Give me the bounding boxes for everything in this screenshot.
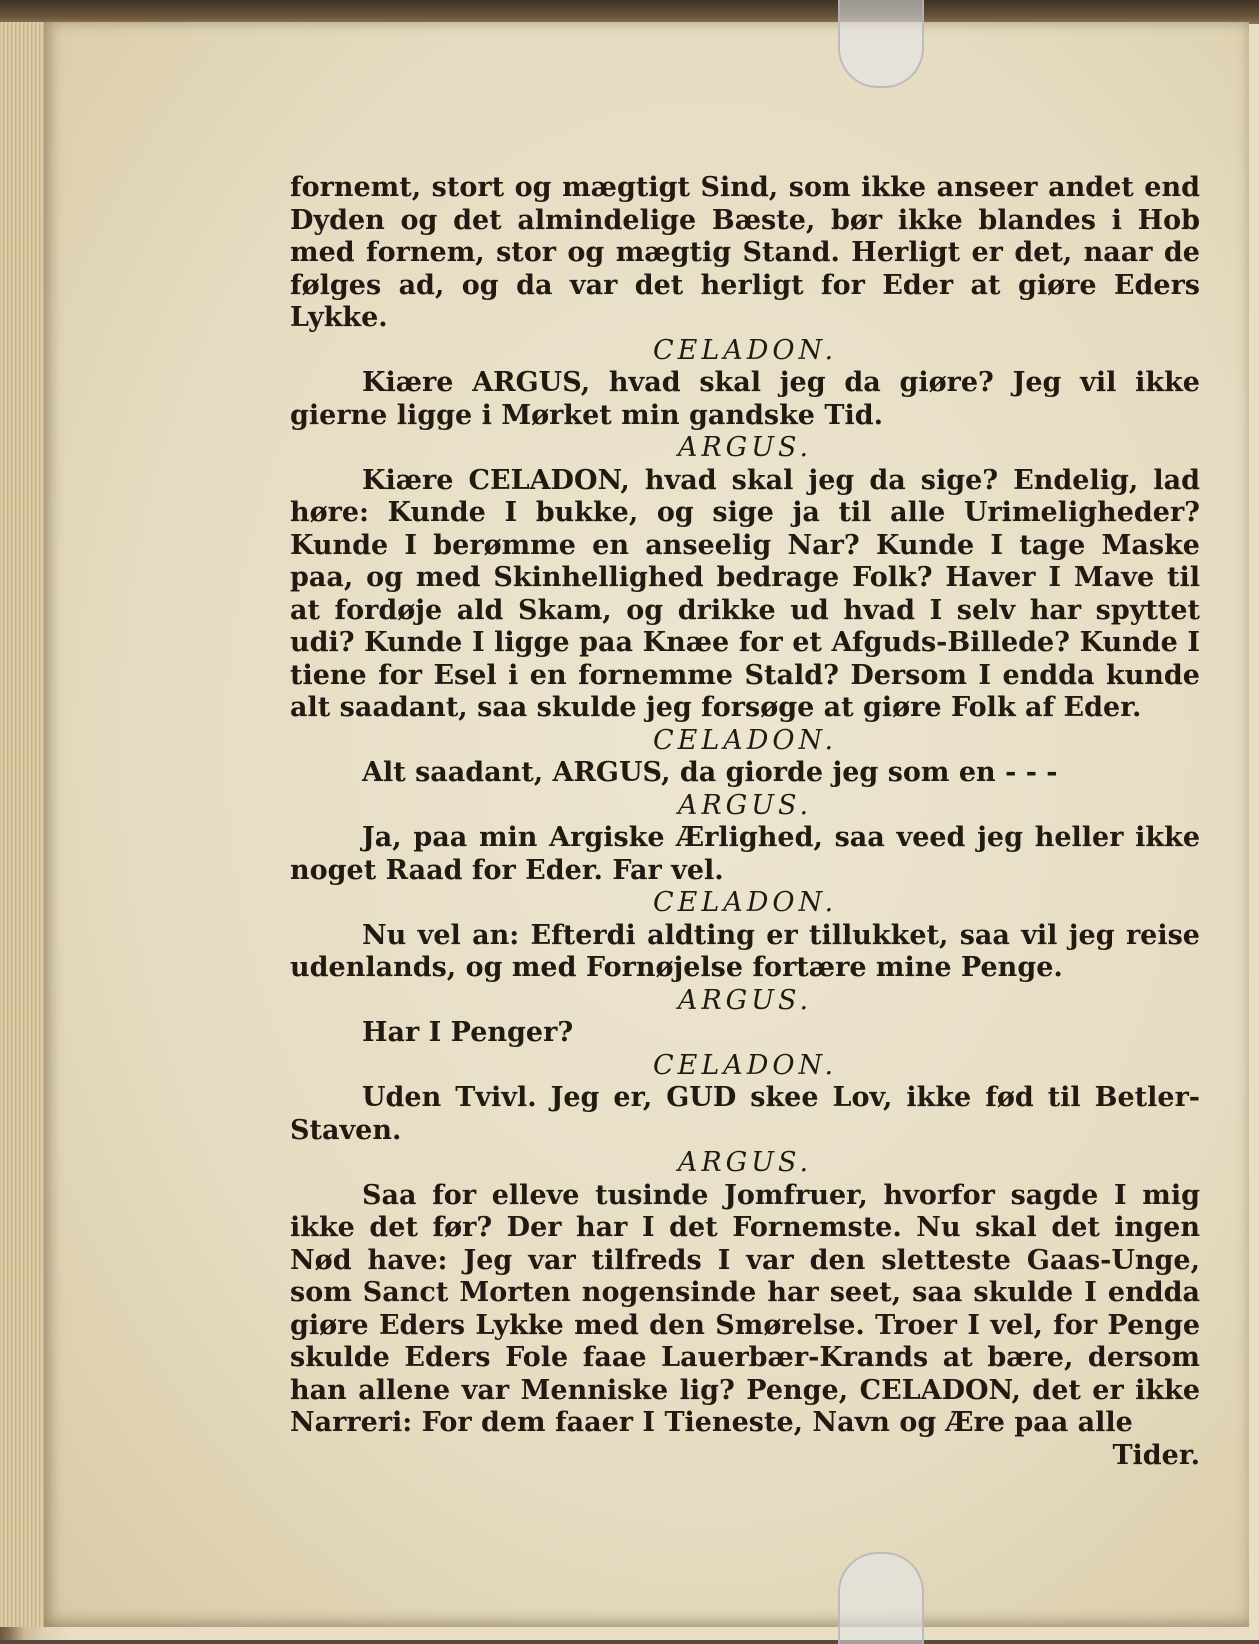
paragraph: Ja, paa min Argiske Ærlighed, saa veed jeg heller ikke noget Raad for Eder. Far vel.: [290, 822, 1200, 886]
speaker-heading: ARGUS.: [677, 432, 813, 463]
speaker-heading: ARGUS.: [677, 1147, 813, 1178]
speaker-heading: CELADON.: [652, 1049, 838, 1081]
speaker-heading: ARGUS.: [677, 984, 813, 1016]
paragraph: fornemt, stort og mægtigt Sind, som ikke anseer andet end Dyden og det almindelige Bæste, bør ikke blandes i Hob med fornem, stor og mægtig Stand. Herligt er det, naar de følges ad, og da var det herligt for Eder at giøre Eders Lykke.: [290, 172, 1200, 333]
page-stack-edge: [0, 22, 45, 1627]
page-holder-clip-top: [838, 0, 924, 88]
paragraph: Nu vel an: Efterdi aldting er tillukket, saa vil jeg reise udenlands, og med Fornøjelse fortære mine Penge.: [290, 919, 1200, 983]
speaker-heading: ARGUS.: [677, 789, 813, 821]
paragraph: Uden Tvivl. Jeg er, GUD skee Lov, ikke fød til Betler-Staven.: [290, 1082, 1200, 1146]
paragraph: Kiære ARGUS, hvad skal jeg da giøre? Jeg vil ikke gierne ligge i Mørket min gandske Tid.: [290, 367, 1200, 431]
book-top-edge: [0, 0, 1259, 24]
paragraph: Saa for elleve tusinde Jomfruer, hvorfor sagde I mig ikke det før? Der har I det Fornemste. Nu skal det ingen Nød have: Jeg var tilfreds I var den sletteste Gaas-Unge, som Sanct Morten nogensinde har seet, saa skulde I endda giøre Eders Lykke med den Smørelse. Troer I vel, for Penge skulde Eders Fole faae Lauerbær-Krands at bære, dersom han allene var Menniske lig? Penge, CELADON, det er ikke Narreri: For dem faaer I Tieneste, Navn og Ære paa alle: [290, 1179, 1200, 1438]
paragraph: Kiære CELADON, hvad skal jeg da sige? Endelig, lad høre: Kunde I bukke, og sige ja til alle Urimeligheder? Kunde I berømme en anseelig Nar? Kunde I tage Maske paa, og med Skinhellighed bedrage Folk? Haver I Mave til at fordøje ald Skam, og drikke ud hvad I selv har spyttet udi? Kunde I ligge paa Knæe for et Afguds-Billede? Kunde I tiene for Esel i en fornemme Stald? Dersom I endda kunde alt saadant, saa skulde jeg forsøge at giøre Folk af Eder.: [290, 464, 1200, 723]
speaker-heading: CELADON.: [652, 334, 838, 366]
paragraph: Alt saadant, ARGUS, da giorde jeg som en - - -: [362, 757, 1058, 788]
catchword: Tider.: [1112, 1439, 1200, 1471]
page-text: [290, 172, 1200, 1472]
page-holder-clip-bottom: [838, 1552, 924, 1644]
speaker-heading: CELADON.: [652, 887, 838, 918]
speaker-heading: CELADON.: [652, 724, 838, 756]
paragraph: Har I Penger?: [362, 1017, 574, 1048]
